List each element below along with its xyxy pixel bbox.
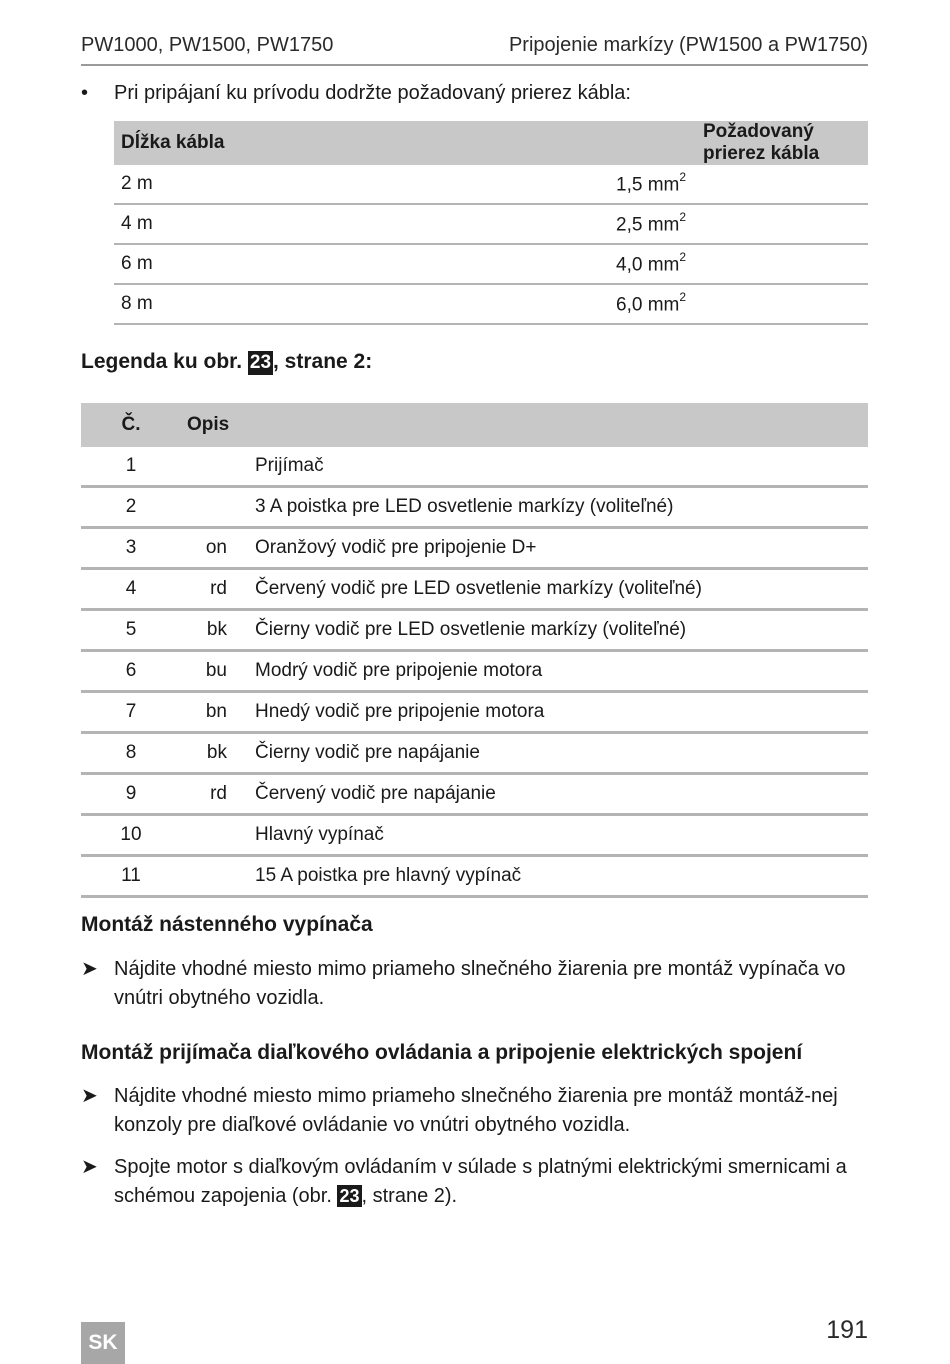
cable-section [521,284,868,324]
wire-color-code: bn [181,692,255,733]
column-header-section: Požadovaný prierez kábla [521,121,868,165]
step-text: Nájdite vhodné miesto mimo priameho slnečného žiarenia pre montáž vypínača vo vnútri obytného vozidla. [114,958,846,1009]
legend-description: Hnedý vodič pre pripojenie motora [255,692,868,733]
legend-description: Prijímač [255,447,868,487]
unit-exponent: 2 [679,289,687,304]
unit-exponent: 2 [679,249,687,264]
page-header [81,30,868,66]
wire-color-code: on [181,528,255,569]
legend-number: 9 [81,774,181,815]
table-row [81,651,868,692]
legend-number: 7 [81,692,181,733]
step-text [114,1153,868,1211]
table-row [114,165,868,204]
instruction-step [81,1082,868,1140]
legend-number: 4 [81,569,181,610]
cable-section-value: 2,5 mm [616,214,680,236]
legend-description: 3 A poistka pre LED osvetlenie markízy (voliteľné) [255,487,868,528]
cable-section [521,165,868,204]
table-row [81,610,868,651]
cable-cross-section-table [114,121,868,325]
section-title-wall-switch: Montáž nástenného vypínača [81,913,373,936]
cable-section-value: 6,0 mm [616,294,680,316]
step-arrow-icon: ➤ [81,958,98,980]
table-header-row [114,121,868,165]
legend-heading-prefix: Legenda ku obr. [81,350,248,373]
table-row [81,487,868,528]
legend-number: 1 [81,447,181,487]
header-models: PW1000, PW1500, PW1750 [81,34,334,56]
legend-number: 3 [81,528,181,569]
legend-number: 5 [81,610,181,651]
legend-number: 11 [81,856,181,897]
column-header-number: Č. [81,403,181,447]
legend-number: 6 [81,651,181,692]
step-text: Nájdite vhodné miesto mimo priameho slnečného žiarenia pre montáž montáž-nej konzoly pre diaľkové ovládanie vo vnútri obytného vozidla. [114,1085,838,1136]
wire-color-code [181,815,255,856]
step-arrow-icon: ➤ [81,1156,98,1178]
wire-color-code [181,487,255,528]
legend-description: Hlavný vypínač [255,815,868,856]
cable-length: 4 m [114,204,521,244]
wire-color-code: bk [181,733,255,774]
cable-section [521,204,868,244]
wire-color-code: bk [181,610,255,651]
legend-heading [81,350,372,375]
legend-heading-suffix: , strane 2: [273,350,373,373]
table-row [81,569,868,610]
column-header-description: Opis [181,403,868,447]
cable-length: 6 m [114,244,521,284]
header-section-title: Pripojenie markízy (PW1500 a PW1750) [508,34,868,56]
figure-number-badge: 23 [339,1186,360,1206]
table-row [81,528,868,569]
figure-number-badge: 23 [249,352,272,373]
instruction-step [81,955,868,1013]
legend-table [81,403,868,898]
legend-description: 15 A poistka pre hlavný vypínač [255,856,868,897]
bullet-dot-icon: • [81,82,89,104]
legend-description: Modrý vodič pre pripojenie motora [255,651,868,692]
intro-bullet-text: Pri pripájaní ku prívodu dodržte požadovaný prierez kábla: [114,82,631,104]
cable-section-value: 1,5 mm [616,174,680,196]
wire-color-code: rd [181,569,255,610]
cable-section-value: 4,0 mm [616,254,680,276]
table-row [114,244,868,284]
table-row [81,815,868,856]
table-row [81,774,868,815]
legend-description: Čierny vodič pre LED osvetlenie markízy (voliteľné) [255,610,868,651]
cable-section [521,244,868,284]
step-text-after: , strane 2). [361,1185,458,1207]
table-row [81,856,868,897]
table-row [81,447,868,487]
cable-length: 8 m [114,284,521,324]
legend-description: Čierny vodič pre napájanie [255,733,868,774]
instruction-step [81,1153,868,1211]
unit-exponent: 2 [679,169,687,184]
table-row [114,204,868,244]
step-text-before: Spojte motor s diaľkovým ovládaním v súlade s platnými elektrickými smernicami a schémou zapojenia (obr. [114,1156,847,1207]
page-number: 191 [826,1316,868,1344]
table-header-row [81,403,868,447]
legend-number: 2 [81,487,181,528]
column-header-length: Dĺžka kábla [114,121,521,165]
legend-number: 10 [81,815,181,856]
legend-description: Červený vodič pre LED osvetlenie markízy (voliteľné) [255,569,868,610]
section-title-receiver: Montáž prijímača diaľkového ovládania a pripojenie elektrických spojení [81,1041,803,1064]
unit-exponent: 2 [679,209,687,224]
wire-color-code: bu [181,651,255,692]
table-row [81,733,868,774]
step-arrow-icon: ➤ [81,1085,98,1107]
legend-description: Červený vodič pre napájanie [255,774,868,815]
cable-length: 2 m [114,165,521,204]
legend-number: 8 [81,733,181,774]
table-row [114,284,868,324]
legend-description: Oranžový vodič pre pripojenie D+ [255,528,868,569]
table-row [81,692,868,733]
language-badge: SK [81,1322,125,1364]
wire-color-code: rd [181,774,255,815]
wire-color-code [181,447,255,487]
wire-color-code [181,856,255,897]
